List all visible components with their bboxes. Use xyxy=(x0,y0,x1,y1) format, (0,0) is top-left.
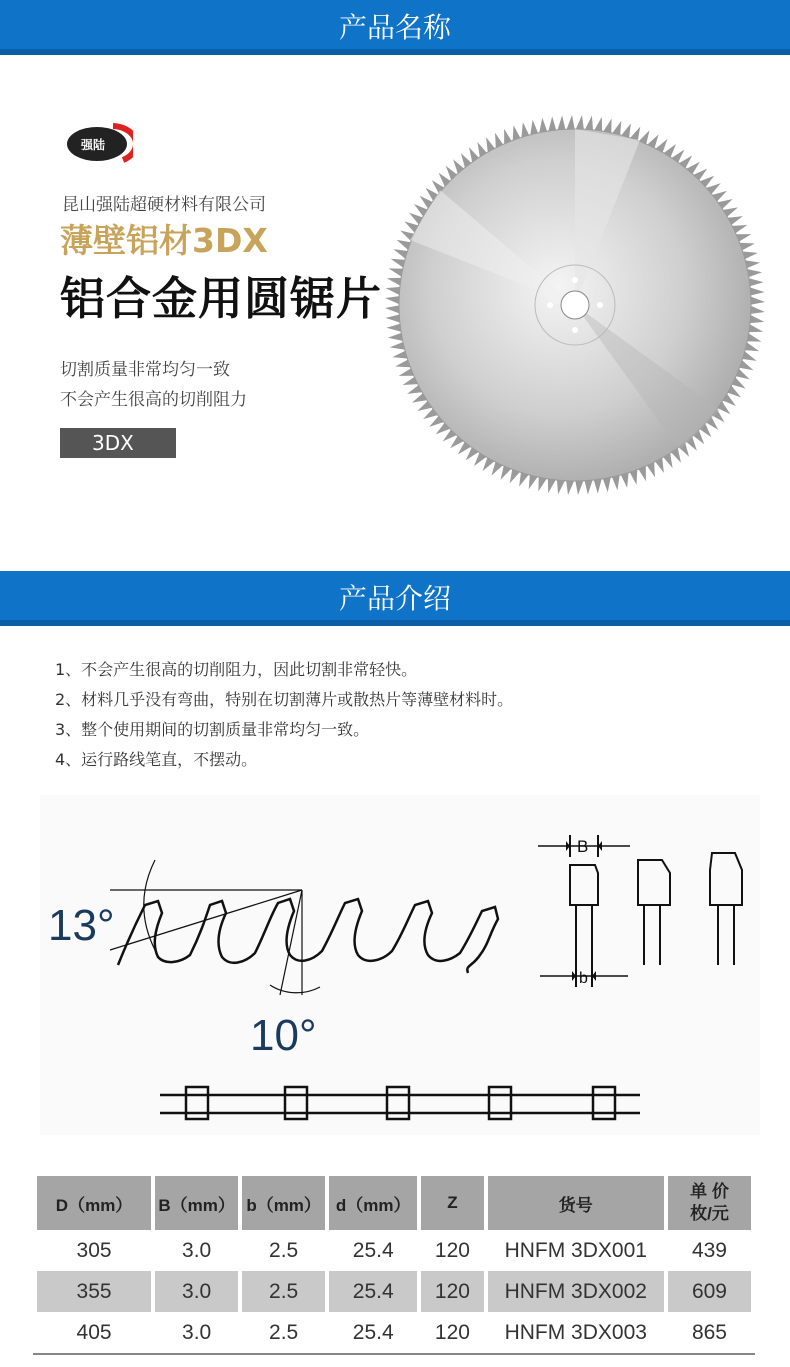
intro-item: 2、材料几乎没有弯曲，特别在切割薄片或散热片等薄壁材料时。 xyxy=(55,690,514,709)
table-cell: HNFM 3DX003 xyxy=(504,1320,647,1344)
col-header: 货号 xyxy=(488,1176,664,1230)
table-cell: 25.4 xyxy=(352,1238,394,1262)
label-B: B xyxy=(577,837,589,856)
company-name: 昆山强陆超硬材料有限公司 xyxy=(62,195,266,215)
product-subtitle: 薄壁铝材3DX xyxy=(60,221,268,260)
table-cell: 405 xyxy=(76,1320,112,1344)
banner-title: 产品介绍 xyxy=(338,582,451,615)
angle-top-label: 13° xyxy=(48,901,115,950)
table-cell: 865 xyxy=(691,1320,727,1344)
table-header-row xyxy=(37,1176,751,1230)
table-cell: 25.4 xyxy=(352,1320,394,1344)
col-header: d（mm） xyxy=(329,1176,417,1230)
table-cell: 305 xyxy=(76,1238,112,1262)
table-row xyxy=(37,1230,751,1271)
table-cell: 439 xyxy=(691,1238,727,1262)
table-cell: HNFM 3DX002 xyxy=(488,1271,664,1312)
table-row xyxy=(37,1312,751,1353)
table-cell: 25.4 xyxy=(329,1271,417,1312)
spec-table xyxy=(33,1176,755,1353)
model-tag: 3DX xyxy=(60,428,176,458)
table-row xyxy=(37,1271,751,1312)
feature-line-1: 切割质量非常均匀一致 xyxy=(60,360,230,380)
feature-line-2: 不会产生很高的切削阻力 xyxy=(60,390,247,410)
col-header: b（mm） xyxy=(242,1176,325,1230)
col-header: 单 价 枚/元 xyxy=(668,1176,751,1230)
label-b: b xyxy=(579,970,588,987)
logo-text: 强陆 xyxy=(80,138,106,152)
table-cell: HNFM 3DX001 xyxy=(504,1238,647,1262)
table-bottom-rule xyxy=(33,1353,755,1355)
table-cell: 120 xyxy=(434,1238,470,1262)
company-logo-icon xyxy=(63,120,133,164)
intro-item: 4、运行路线笔直，不摆动。 xyxy=(55,750,258,769)
intro-list xyxy=(55,655,513,775)
product-intro-banner xyxy=(0,571,790,626)
intro-item: 3、整个使用期间的切割质量非常均匀一致。 xyxy=(55,720,370,739)
col-header: Z xyxy=(421,1176,483,1230)
tooth-profile xyxy=(118,899,498,973)
col-header: B（mm） xyxy=(155,1176,238,1230)
banner-shade xyxy=(0,620,790,626)
saw-blade-image xyxy=(380,110,770,500)
intro-item: 1、不会产生很高的切削阻力，因此切割非常轻快。 xyxy=(55,660,418,679)
table-cell: 2.5 xyxy=(269,1238,299,1262)
table-cell: 609 xyxy=(668,1271,751,1312)
table-cell: 120 xyxy=(434,1320,470,1344)
table-cell: 355 xyxy=(37,1271,151,1312)
product-name-banner xyxy=(0,0,790,55)
table-cell: 120 xyxy=(421,1271,483,1312)
table-cell: 3.0 xyxy=(182,1320,212,1344)
tooth-geometry-diagram xyxy=(40,795,760,1135)
tooth-section-views xyxy=(570,835,742,987)
table-cell: 2.5 xyxy=(269,1320,299,1344)
product-title: 铝合金用圆锯片 xyxy=(60,272,383,325)
col-header: D（mm） xyxy=(37,1176,151,1230)
angle-bottom-label: 10° xyxy=(250,1011,317,1060)
table-cell: 2.5 xyxy=(242,1271,325,1312)
tooth-set-diagram xyxy=(160,1087,640,1119)
table-cell: 3.0 xyxy=(182,1238,212,1262)
table-cell: 3.0 xyxy=(155,1271,238,1312)
banner-title: 产品名称 xyxy=(338,11,451,44)
